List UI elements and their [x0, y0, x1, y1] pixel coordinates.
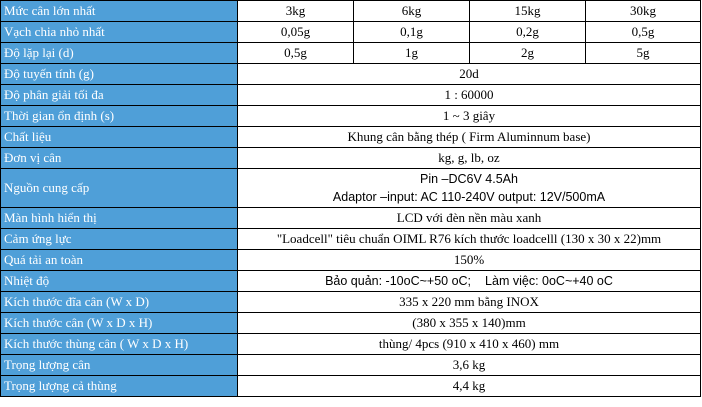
cell-carton-size: thùng/ 4pcs (910 x 410 x 460) mm: [238, 334, 701, 355]
table-row: [1, 229, 701, 250]
table-row: [1, 169, 701, 208]
cell-material: Khung cân bằng thép ( Firm Aluminnum base): [238, 127, 701, 148]
cell-stabilization-time: 1 ~ 3 giây: [238, 106, 701, 127]
row-label-linearity: Độ tuyến tính (g): [1, 64, 238, 85]
row-label-scale-size: Kích thước cân (W x D x H): [1, 313, 238, 334]
cell-units: kg, g, lb, oz: [238, 148, 701, 169]
cell-net-weight: 3,6 kg: [238, 355, 701, 376]
cell-repeatability-4: 5g: [586, 43, 701, 64]
table-row: [1, 148, 701, 169]
row-label-min-division: Vạch chia nhỏ nhất: [1, 22, 238, 43]
cell-display: LCD với đèn nền màu xanh: [238, 208, 701, 229]
row-label-temperature: Nhiệt độ: [1, 271, 238, 292]
row-label-gross-weight: Trọng lượng cả thùng: [1, 376, 238, 397]
cell-load-cell: "Loadcell" tiêu chuẩn OIML R76 kích thước loadcelll (130 x 30 x 22)mm: [238, 229, 701, 250]
table-row: [1, 208, 701, 229]
table-row: [1, 106, 701, 127]
cell-repeatability-2: 1g: [354, 43, 470, 64]
table-row: [1, 271, 701, 292]
table-row: [1, 376, 701, 397]
cell-min-division-4: 0,5g: [586, 22, 701, 43]
table-row: [1, 313, 701, 334]
row-label-units: Đơn vị cân: [1, 148, 238, 169]
cell-min-division-3: 0,2g: [470, 22, 586, 43]
row-label-max-resolution: Độ phân giải tối đa: [1, 85, 238, 106]
table-row: [1, 334, 701, 355]
row-label-max-capacity: Mức cân lớn nhất: [1, 1, 238, 22]
cell-temperature: [238, 271, 701, 292]
cell-gross-weight: 4,4 kg: [238, 376, 701, 397]
row-label-carton-size: Kích thước thùng cân ( W x D x H): [1, 334, 238, 355]
row-label-material: Chất liệu: [1, 127, 238, 148]
cell-linearity: 20d: [238, 64, 701, 85]
row-label-load-cell: Cảm ứng lực: [1, 229, 238, 250]
power-supply-battery: Pin –DC6V 4.5Ah: [420, 172, 518, 186]
table-row: [1, 64, 701, 85]
table-row: [1, 85, 701, 106]
table-row: [1, 127, 701, 148]
cell-pan-size: 335 x 220 mm bằng INOX: [238, 292, 701, 313]
row-label-net-weight: Trọng lượng cân: [1, 355, 238, 376]
cell-max-capacity-6kg: 6kg: [354, 1, 470, 22]
temperature-operating: Làm việc: 0oC~+40 oC: [485, 274, 613, 288]
table-row: [1, 43, 701, 64]
cell-scale-size: (380 x 355 x 140)mm: [238, 313, 701, 334]
cell-power-supply: [238, 169, 701, 208]
row-label-power-supply: Nguồn cung cấp: [1, 169, 238, 208]
power-supply-adaptor: Adaptor –input: AC 110-240V output: 12V/500mA: [332, 190, 606, 204]
cell-min-division-1: 0,05g: [238, 22, 354, 43]
table-row: [1, 292, 701, 313]
table-row: [1, 22, 701, 43]
row-label-safe-overload: Quá tải an toàn: [1, 250, 238, 271]
row-label-display: Màn hình hiển thị: [1, 208, 238, 229]
row-label-pan-size: Kích thước đĩa cân (W x D): [1, 292, 238, 313]
table-row: [1, 355, 701, 376]
row-label-stabilization-time: Thời gian ổn định (s): [1, 106, 238, 127]
cell-safe-overload: 150%: [238, 250, 701, 271]
table-row: [1, 1, 701, 22]
temperature-storage: Bảo quản: -10oC~+50 oC;: [325, 274, 472, 288]
cell-max-capacity-3kg: 3kg: [238, 1, 354, 22]
cell-max-resolution: 1 : 60000: [238, 85, 701, 106]
table-row: [1, 250, 701, 271]
cell-repeatability-1: 0,5g: [238, 43, 354, 64]
cell-min-division-2: 0,1g: [354, 22, 470, 43]
cell-max-capacity-15kg: 15kg: [470, 1, 586, 22]
row-label-repeatability: Độ lặp lại (d): [1, 43, 238, 64]
cell-repeatability-3: 2g: [470, 43, 586, 64]
cell-max-capacity-30kg: 30kg: [586, 1, 701, 22]
